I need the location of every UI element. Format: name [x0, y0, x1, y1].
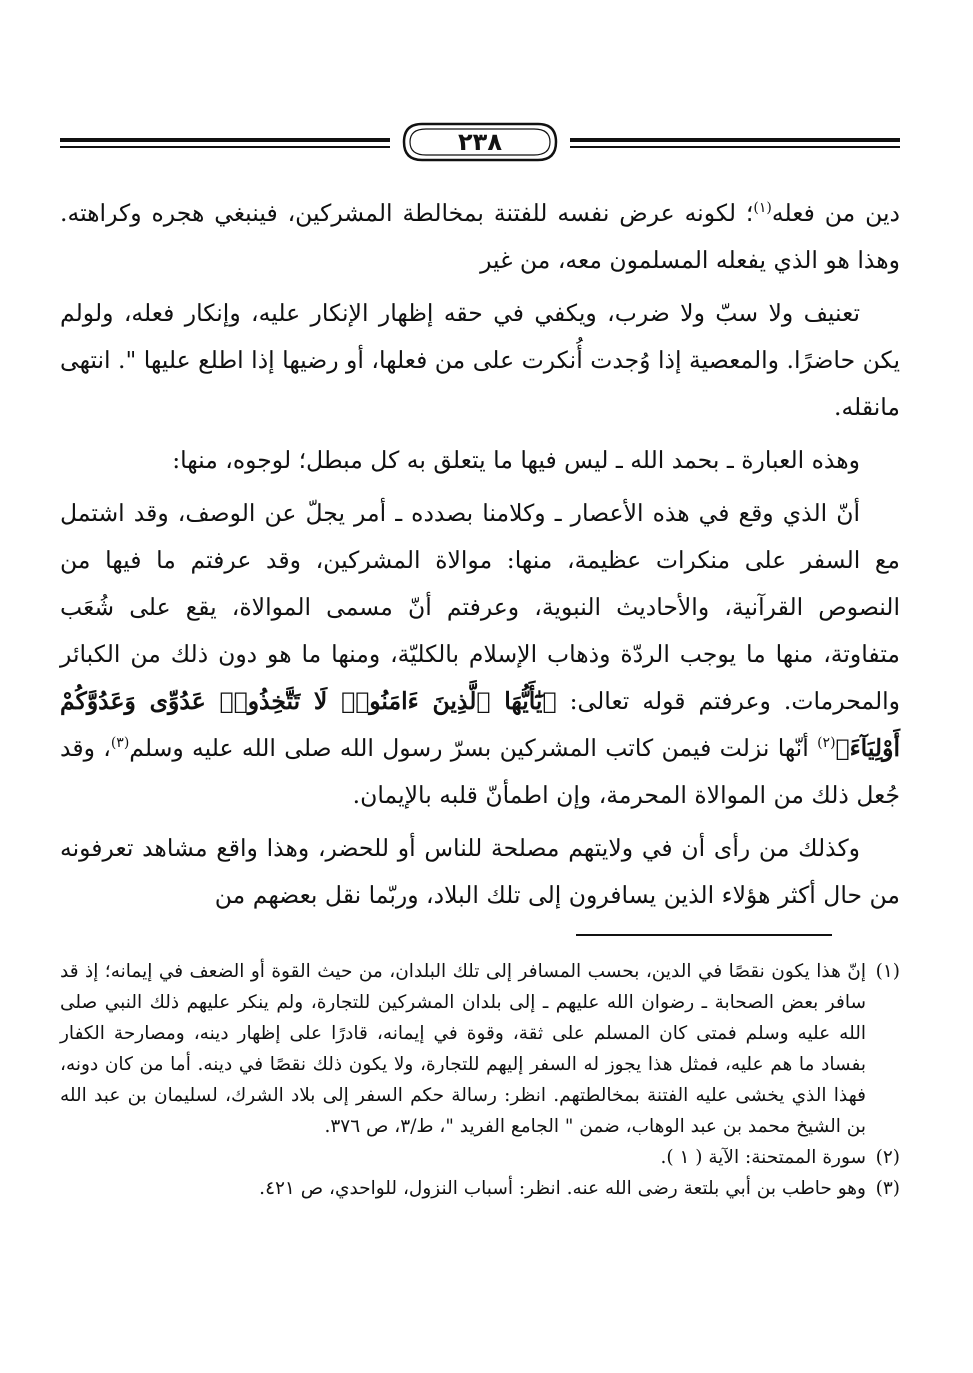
footnote-separator: [576, 934, 832, 936]
header-rule-right: [570, 138, 900, 150]
page-header: [60, 120, 900, 170]
page-number-frame: [400, 120, 560, 164]
footnote-ref-2[interactable]: (٢): [817, 735, 836, 752]
footnote-3: [60, 1173, 900, 1204]
footnote-1-text: إنّ هذا يكون نقصًا في الدين، بحسب المسافر إلى تلك البلدان، من حيث القوة أو الضعف في إيمانه؛ إذ قد سافر بعض الصحابة ـ رضوان الله عليهم ـ إلى بلدان المشركين للتجارة، ولم ينكر عليهم ذلك النبي صلى الله عليه وسلم فمتى كان المسلم على ثقة، وقوة في إيمانه، قادرًا على إظهار دينه، ومصارحة الكفار بفساد ما هم عليه، فمثل هذا يجوز له السفر إليهم للتجارة، ولا يكون ذلك نقصًا في دينه. أما من كان دونه، فهذا الذي يخشى عليه الفتنة بمخالطتهم. انظر: رسالة حكم السفر إلى بلاد الشرك، لسليمان بن عبد الله بن الشيخ محمد بن عبد الوهاب، ضمن " الجامع الفريد "، ط/٣، ص ٣٧٦.: [60, 961, 866, 1137]
page-number: ٢٣٨: [458, 128, 502, 156]
footnote-2: [60, 1142, 900, 1173]
footnote-1: [60, 956, 900, 1142]
paragraph-4-tail2: ، وقد جُعل ذلك من الموالاة المحرمة، وإن اطمأنّ قلبه بالإيمان.: [60, 734, 900, 809]
footnote-3-text: وهو حاطب بن أبي بلتعة رضى الله عنه. انظر: أسباب النزول، للواحدي، ص ٤٢١.: [259, 1178, 866, 1199]
paragraph-5: وكذلك من رأى أن في ولايتهم مصلحة للناس أو للحضر، وهذا واقع مشاهد تعرفونه من حال أكثر هؤلاء الذين يسافرون إلى تلك البلاد، وربّما نقل بعضهم من: [60, 834, 900, 909]
paragraph-4-text: أنّ الذي وقع في هذه الأعصار ـ وكلامنا بصدده ـ أمر يجلّ عن الوصف، وقد اشتمل مع السفر على منكرات عظيمة، منها: موالاة المشركين، وقد عرفتم ما فيها من النصوص القرآنية، والأحاديث النبوية، وعرفتم أنّ مسمى الموالاة، يقع على شُعَب متفاوتة، منها ما يوجب الردّة وذهاب الإسلام بالكليّة، ومنها ما هو دون ذلك من الكبائر والمحرمات. وعرفتم قوله تعالى:: [60, 499, 900, 715]
footnote-ref-3[interactable]: (٣): [110, 735, 130, 752]
quran-verse: ﴿يَٰٓأَيُّهَا ٱلَّذِينَ ءَامَنُوا۟ لَا تَتَّخِذُوا۟ عَدُوِّى وَعَدُوَّكُمْ أَوْلِيَآءَ﴾: [60, 687, 900, 762]
footnote-1-number: (١): [875, 961, 900, 982]
paragraph-2: تعنيف ولا سبّ ولا ضرب، ويكفي في حقه إظهار الإنكار عليه، وإنكار فعله، ولولم يكن حاضرًا. والمعصية إذا وُجدت أُنكرت على من فعلها، أو رضيها إذا اطلع عليها ". انتهى مانقله.: [60, 299, 900, 421]
header-rule-left: [60, 138, 390, 150]
paragraph-1: [60, 190, 900, 284]
main-text: [60, 190, 900, 919]
footnotes: [60, 956, 900, 1204]
paragraph-3: وهذه العبارة ـ بحمد الله ـ ليس فيها ما يتعلق به كل مبطل؛ لوجوه، منها:: [172, 446, 860, 474]
paragraph-4: [60, 490, 900, 819]
paragraph-1-tail: ؛ لكونه عرض نفسه للفتنة بمخالطة المشركين، فينبغي هجره وكراهته. وهذا هو الذي يفعله المسلمون معه، من غير: [60, 199, 900, 274]
paragraph-4-tail: أنّها نزلت فيمن كاتب المشركين بسرّ رسول الله صلى الله عليه وسلم: [129, 734, 818, 762]
footnote-2-number: (٢): [875, 1147, 900, 1168]
footnote-2-text: سورة الممتحنة: الآية ( ١ ).: [660, 1147, 866, 1168]
footnote-3-number: (٣): [875, 1178, 900, 1199]
footnote-ref-1[interactable]: (١): [753, 200, 772, 217]
paragraph-1-text: دين من فعله: [771, 199, 900, 227]
